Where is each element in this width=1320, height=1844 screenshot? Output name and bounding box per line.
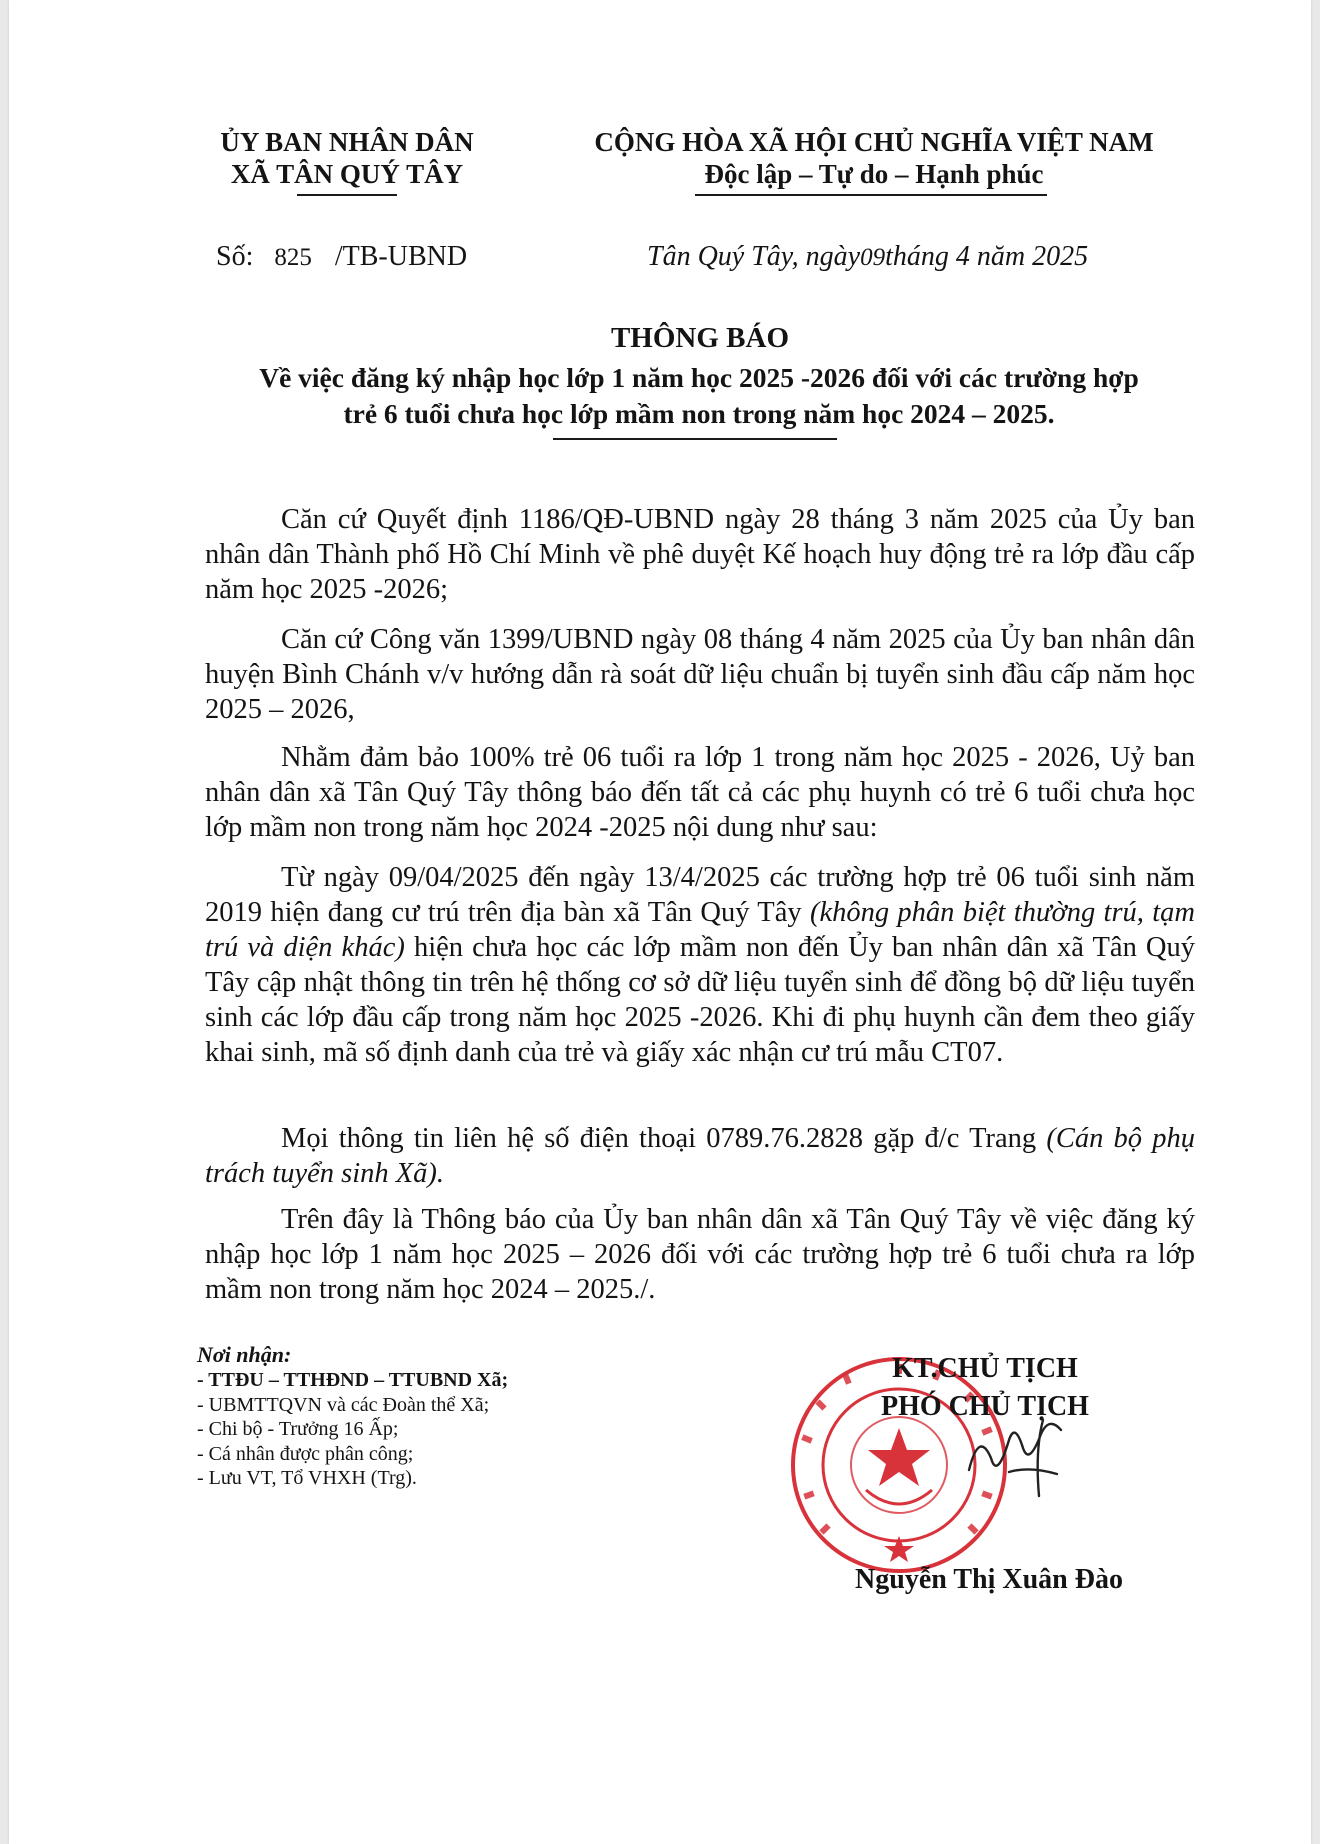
recipients-label: Nơi nhận: (197, 1342, 292, 1367)
title-underline (553, 438, 837, 440)
issuer-underline (297, 194, 397, 196)
document-page (9, 0, 1311, 1844)
national-name: CỘNG HÒA XÃ HỘI CHỦ NGHĨA VIỆT NAM (594, 127, 1154, 157)
date-day: 09 (860, 244, 886, 271)
doc-number-prefix: Số: (216, 241, 254, 272)
paragraph-4-text-a: Từ ngày 09/04/2025 đến ngày 13/4/2025 các trường hợp trẻ 06 tuổi sinh năm 2019 hiện đang cư trú trên địa bàn xã Tân Quý Tây (205, 862, 1195, 928)
stamp-wreath (866, 1490, 932, 1504)
notice-heading: THÔNG BÁO (610, 322, 790, 354)
recipient-item: - TTĐU – TTHĐND – TTUBND Xã; (197, 1369, 509, 1391)
paragraph-6 (205, 1202, 1195, 1307)
recipient-item: - Cá nhân được phân công; (197, 1442, 414, 1465)
recipient-item: - Chi bộ - Trưởng 16 Ấp; (197, 1418, 399, 1440)
paragraph-4-italic: (không phân biệt thường trú, tạm trú và diện khác) (205, 897, 1195, 963)
national-motto: Độc lập – Tự do – Hạnh phúc (704, 159, 1044, 189)
subject-line1: Về việc đăng ký nhập học lớp 1 năm học 2025 -2026 đối với các trường hợp (259, 362, 1139, 393)
paragraph-5-italic: (Cán bộ phụ trách tuyển sinh Xã). (205, 1123, 1195, 1189)
paragraph-3-text: Nhằm đảm bảo 100% trẻ 06 tuổi ra lớp 1 trong năm học 2025 - 2026, Uỷ ban nhân dân xã Tân Quý Tây thông báo đến tất cả các phụ huynh có trẻ 6 tuổi chưa học lớp mầm non trong năm học 2024 -2025 nội dung như sau: (205, 742, 1195, 843)
issuer-block (177, 126, 517, 190)
paragraph-4-text-b: hiện chưa học các lớp mầm non đến Ủy ban nhân dân xã Tân Quý Tây cập nhật thông tin trên hệ thống cơ sở dữ liệu tuyển sinh để đồng bộ dữ liệu tuyển sinh các lớp đầu cấp trong năm học 2025 -2026. Khi đi phụ huynh cần đem theo giấy khai sinh, mã số định danh của trẻ và giấy xác nhận cư trú mẫu CT07. (205, 932, 1195, 1068)
paragraph-2-text: Căn cứ Công văn 1399/UBND ngày 08 tháng 4 năm 2025 của Ủy ban nhân dân huyện Bình Chánh v/v hướng dẫn rà soát dữ liệu chuẩn bị tuyển sinh đầu cấp năm học 2025 – 2026, (205, 624, 1195, 725)
issuer-line1: ỦY BAN NHÂN DÂN (220, 127, 474, 157)
signer-name: Nguyễn Thị Xuân Đào (855, 1564, 1123, 1595)
paragraph-6-text: Trên đây là Thông báo của Ủy ban nhân dân xã Tân Quý Tây về việc đăng ký nhập học lớp 1 năm học 2025 – 2026 đối với các trường hợp trẻ 6 tuổi chưa ra lớp mầm non trong năm học 2024 – 2025./. (205, 1204, 1195, 1305)
stamp-star-icon (868, 1428, 930, 1486)
recipients-block (197, 1342, 637, 1491)
document-number (216, 241, 467, 273)
paragraph-1 (205, 502, 1195, 607)
recipient-item: - UBMTTQVN và các Đoàn thể Xã; (197, 1393, 490, 1416)
date-rest: tháng 4 năm 2025 (885, 241, 1089, 272)
paragraph-4 (205, 860, 1195, 1070)
paragraph-2 (205, 622, 1195, 727)
place-text: Tân Quý Tây, ngày (647, 241, 861, 272)
signature-line2: PHÓ CHỦ TỊCH (881, 1391, 1089, 1422)
recipient-item: - Lưu VT, Tổ VHXH (Trg). (197, 1467, 417, 1489)
national-motto-block (559, 126, 1189, 190)
paragraph-5-text: Mọi thông tin liên hệ số điện thoại 0789.76.2828 gặp đ/c Trang (281, 1123, 1047, 1154)
notice-subject (179, 360, 1219, 432)
paragraph-1-text: Căn cứ Quyết định 1186/QĐ-UBND ngày 28 tháng 3 năm 2025 của Ủy ban nhân dân Thành phố Hồ Chí Minh về phê duyệt Kế hoạch huy động trẻ ra lớp đầu cấp năm học 2025 -2026; (205, 504, 1195, 605)
signature-line1: KT.CHỦ TỊCH (892, 1353, 1078, 1384)
paragraph-3 (205, 740, 1195, 845)
doc-number-value: 825 (274, 244, 312, 271)
handwritten-signature (949, 1400, 1099, 1510)
recipients-list (197, 1368, 637, 1491)
paragraph-5 (205, 1121, 1195, 1191)
subject-line2: trẻ 6 tuổi chưa học lớp mầm non trong năm học 2024 – 2025. (343, 398, 1055, 429)
motto-underline (695, 194, 1047, 196)
place-date (647, 241, 1088, 273)
doc-number-suffix: /TB-UBND (334, 241, 468, 272)
issuer-line2: XÃ TÂN QUÝ TÂY (230, 159, 464, 189)
